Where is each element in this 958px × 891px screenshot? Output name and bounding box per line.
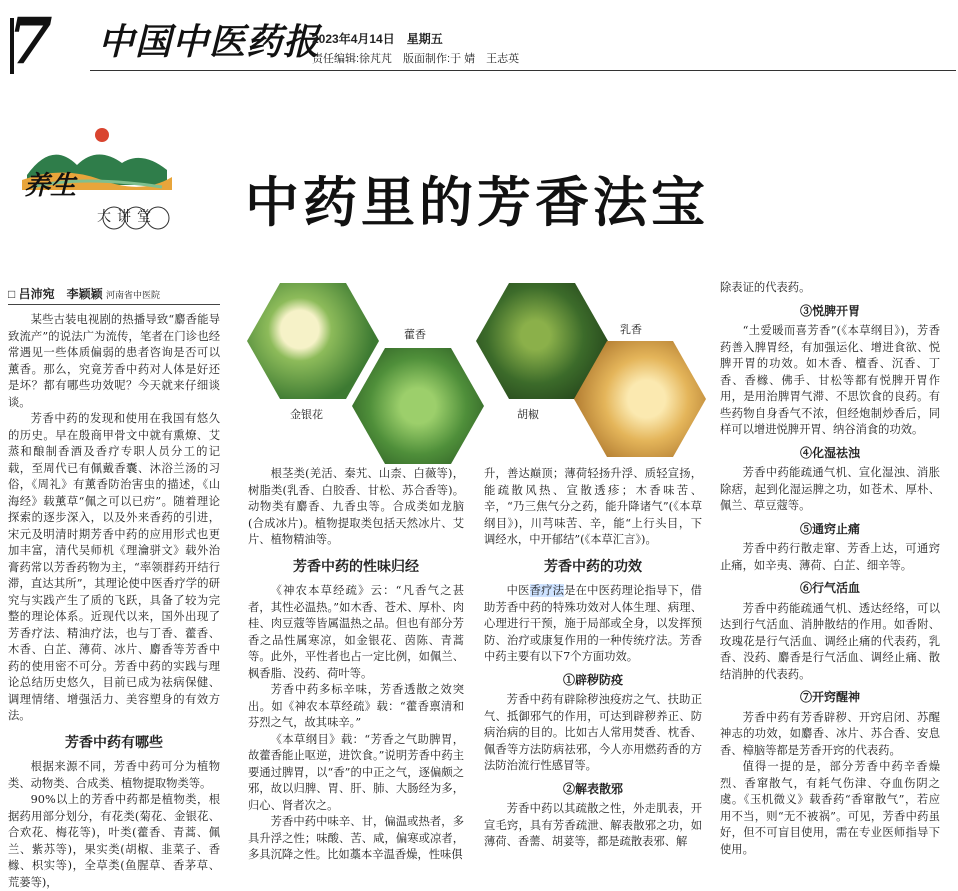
paragraph: 芳香中药有芳香辟秽、开窍启闭、苏醒神志的功效，如麝香、冰片、苏合香、安息香、樟脑等都是芳香开窍的代表药。 <box>720 710 940 757</box>
subheading: ⑤通窍止痛 <box>799 521 860 536</box>
subheading: ⑥行气活血 <box>799 581 860 595</box>
subheading: ①辟秽防疫 <box>562 672 623 687</box>
byline-authors: □ 吕沛宛 李颖颖 <box>8 287 103 301</box>
subheading: ②解表散邪 <box>562 781 623 796</box>
honeysuckle-label: 金银花 <box>290 408 323 421</box>
paragraph: 芳香中药以其疏散之性，外走肌表，开宣毛窍，具有芳香疏泄、解表散邪之功，如薄荷、香薷、胡荽等，都是疏散表邪、解 <box>484 802 702 848</box>
highlighted-text[interactable]: 香疗法 <box>529 584 565 597</box>
article-title: 中药里的芳香法宝 <box>245 171 709 234</box>
paragraph: 90%以上的芳香中药都是植物类，根据药用部分划分，有花类(菊花、金银花、合欢花、梅花等)，叶类(藿香、青蒿、佩兰、紫苏等)，果实类(胡椒、韭菜子、香橼、枳实等)，全草类(鱼腥草、香茅草、荒蒌等)， <box>8 793 220 889</box>
paragraph: 除表证的代表药。 <box>720 281 811 294</box>
text-run: 是在中医药理论指导下，借助芳香中药的特殊功效对人体生理、病理、心理进行干预，施于局部或全身，以发挥预防、治疗或康复作用的一种传统疗法。芳香中药主要有以下7个方面功效。 <box>484 584 702 663</box>
column-logo-subtitle: 大讲堂 <box>97 209 157 225</box>
paragraph: 芳香中药有辟除秽浊疫疠之气、扶助正气、抵御邪气的作用，可达到辟秽养正、防病治病的目的。比如古人常用焚香、枕香、佩香等方法防病祛邪，今人亦用燃药香的方法防治流行性感冒等。 <box>484 693 702 772</box>
article-column-3 <box>484 466 702 851</box>
paragraph: 芳香中药中味辛、甘，偏温或热者，多具升浮之性；味酸、苦、咸，偏寒或凉者，多具沉降之性。比如藁本辛温香燥，性味俱 <box>248 815 464 861</box>
paragraph: 芳香中药行散走窜、芳香上达，可通窍止痛，如辛夷、薄荷、白芷、细辛等。 <box>720 542 940 572</box>
paragraph: 芳香中药能疏通气机、宣化湿浊、消胀除痞，起到化湿运脾之功，如苍术、厚朴、佩兰、草豆蔻等。 <box>720 466 940 512</box>
subheading: ⑦开窍醒神 <box>799 690 860 704</box>
page-number: 7 <box>8 4 53 79</box>
article-column-4 <box>720 280 940 858</box>
editor-credits: 责任编辑:徐芃芃 版面制作:于 婧 王志英 <box>312 53 520 65</box>
masthead-rule <box>90 70 956 71</box>
paragraph: 《神农本草经疏》云：“凡香气之甚者，其性必温热。”如木香、苍术、厚朴、肉桂、肉豆蔻等皆属温热之品。但也有部分芳香之品性属寒凉，如金银花、茵陈、青蒿等。此外，平性者也占一定比例，如佩兰、枫香脂、没药、荷叶等。 <box>248 584 464 680</box>
subheading: ④化湿祛浊 <box>799 445 860 460</box>
section-heading: 芳香中药有哪些 <box>65 734 163 751</box>
byline-org: 河南省中医院 <box>105 290 160 300</box>
paragraph: 芳香中药能疏通气机、透达经络，可以达到行气活血、消肿散结的作用。如香附、玫瑰花是行气活血、调经止痛的代表药，乳香、没药、麝香是行气活血、调经止痛、散结消肿的代表药。 <box>720 601 940 681</box>
paragraph: “土爱暖而喜芳香”(《本草纲目》)，芳香药善入脾胃经，有加强运化、增进食欲、悦脾开胃的功效。如木香、檀香、沉香、丁香、香橼、佛手、甘松等都有悦脾开胃作用，是用治脾胃气滞、不思饮食的良药。有些药物自身香气不浓，但经炮制炒香后，同样可以增进悦脾开胃、纳谷消食的功效。 <box>720 324 940 436</box>
article-column-1 <box>8 312 220 891</box>
section-heading: 芳香中药的性味归经 <box>293 558 419 575</box>
paragraph: 某些古装电视剧的热播导致“麝香能导致流产”的说法广为流传，笔者在门诊也经常遇见一些体质偏弱的患者咨询是否可以薰香。那么，究竟芳香中药对人体是好还是坏？都有哪些功效呢？今天就来仔细谈谈。 <box>8 313 220 409</box>
column-logo <box>22 125 172 235</box>
paragraph: 《本草纲目》载：“芳香之气助脾胃，故藿香能止呕逆，进饮食。”说明芳香中药主要通过脾胃，以“香”的中正之气，逐偏颇之邪，故以归脾、胃、肝、肺、大肠经为多，归心、肾者次之。 <box>248 732 464 812</box>
honeysuckle-image <box>247 283 379 399</box>
article-column-2 <box>248 466 464 864</box>
paper-name: 中国中医药报 <box>98 21 321 63</box>
column-logo-title: 养生 <box>24 171 77 201</box>
paragraph: 升，善达巅顶；薄荷轻扬升浮、质轻宣扬，能疏散风热、宣散透疹；木香味苦、辛，“乃三焦气分之药，能升降诸气”(《本草纲目》)，川芎味苦、辛，能“上行头目，下调经水，中开郁结”(《本草汇言》)。 <box>484 467 702 546</box>
issue-date: 2023年4月14日 星期五 <box>312 32 443 46</box>
paragraph: 芳香中药多标辛味，芳香透散之效突出。如《神农本草经疏》载：“藿香禀清和芬烈之气，故其味辛。” <box>248 683 464 729</box>
pepper-label: 胡椒 <box>517 408 539 421</box>
paragraph: 值得一提的是，部分芳香中药辛香燥烈、香窜散气，有耗气伤津、夺血伤阴之虞。《玉机微义》载香药“香窜散气”，若应用不当，则“无不被祸”。可见，芳香中药虽好，但不可盲目使用，需在专业医师指导下使用。 <box>720 760 940 856</box>
text-run: 中医 <box>506 584 530 597</box>
paragraph <box>484 583 702 666</box>
paragraph: 根据来源不同，芳香中药可分为植物类、动物类、合成类、植物提取物类等。 <box>8 760 220 790</box>
paragraph: 根茎类(羌活、秦艽、山柰、白薇等)，树脂类(乳香、白胶香、甘松、苏合香等)。动物类有麝香、九香虫等。合成类如龙脑(合成冰片)。植物提取类包括天然冰片、艾片、植物精油等。 <box>248 467 464 546</box>
paragraph: 芳香中药的发现和使用在我国有悠久的历史。早在殷商甲骨文中就有熏燎、艾蒸和酿制香酒及香疗专职人员分工的记载，至周代已有佩戴香囊、沐浴兰汤的习俗，《周礼》有薰香防治害虫的描述，《山海经》载薰草“佩之可以已疠”。随着理论探索的逐步深入，以及外来香药的引进，宋元及明清时期芳香中药的应用形式也更加丰富，清代吴师机《理瀹骈文》载外治膏药常以芳香药物为主，“率领群药开结行滞，直达其所”，其理论使中医香疗学的研究与实践产生了质的飞跃，具备了较为完整的理论体系。近现代以来，国外出现了芳香疗法、精油疗法，也与丁香、藿香、木香、白芷、薄荷、冰片、麝香等芳香中药的使用密不可分。芳香中药的实践与理论总结历史悠久，目前已成为祛病保健、调理情绪、增强活力、美容塑身的有效方法。 <box>8 412 220 722</box>
byline <box>8 285 220 305</box>
section-heading: 芳香中药的功效 <box>544 558 642 575</box>
frankincense-label: 乳香 <box>620 323 642 336</box>
subheading: ③悦脾开胃 <box>799 303 860 318</box>
patchouli-label: 藿香 <box>404 328 426 341</box>
patchouli-image <box>352 348 484 464</box>
